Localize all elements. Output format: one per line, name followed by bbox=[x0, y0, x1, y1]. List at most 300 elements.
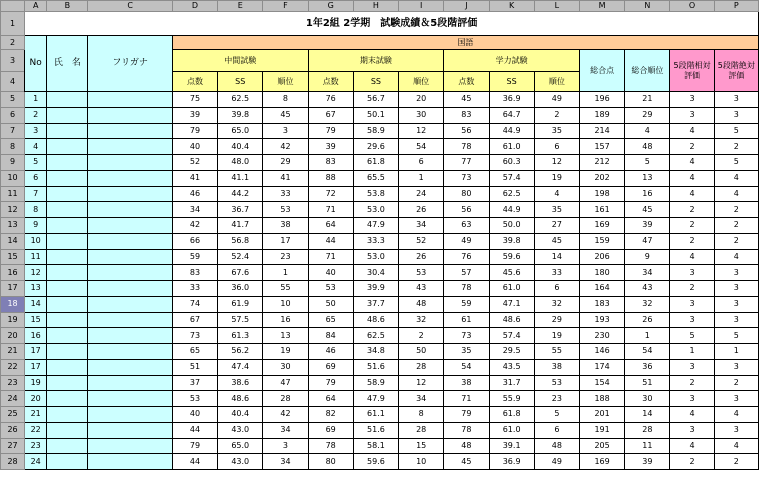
total-rank-cell[interactable]: 43 bbox=[625, 281, 670, 297]
absolute-eval-cell[interactable]: 4 bbox=[714, 170, 758, 186]
midterm-score-cell[interactable]: 52 bbox=[172, 155, 217, 171]
achievement-rank-cell[interactable]: 12 bbox=[534, 155, 579, 171]
midterm-score-cell[interactable]: 42 bbox=[172, 218, 217, 234]
final-ss-header[interactable]: SS bbox=[353, 72, 398, 92]
midterm-score-cell[interactable]: 39 bbox=[172, 107, 217, 123]
final-score-cell[interactable]: 72 bbox=[308, 186, 353, 202]
midterm-score-cell[interactable]: 51 bbox=[172, 359, 217, 375]
absolute-eval-cell[interactable]: 2 bbox=[714, 202, 758, 218]
absolute-eval-cell[interactable]: 2 bbox=[714, 375, 758, 391]
midterm-rank-cell[interactable]: 55 bbox=[263, 281, 308, 297]
final-score-cell[interactable]: 82 bbox=[308, 407, 353, 423]
absolute-eval-cell[interactable]: 3 bbox=[714, 107, 758, 123]
absolute-eval-cell[interactable]: 3 bbox=[714, 281, 758, 297]
final-rank-cell[interactable]: 30 bbox=[399, 107, 444, 123]
achievement-score-cell[interactable]: 49 bbox=[444, 233, 489, 249]
achievement-score-cell[interactable]: 35 bbox=[444, 344, 489, 360]
achievement-ss-cell[interactable]: 31.7 bbox=[489, 375, 534, 391]
furigana-cell[interactable] bbox=[88, 92, 172, 108]
absolute-eval-cell[interactable]: 4 bbox=[714, 438, 758, 454]
absolute-eval-cell[interactable]: 3 bbox=[714, 265, 758, 281]
midterm-score-cell[interactable]: 74 bbox=[172, 296, 217, 312]
final-rank-cell[interactable]: 28 bbox=[399, 359, 444, 375]
achievement-score-header[interactable]: 点数 bbox=[444, 72, 489, 92]
final-rank-cell[interactable]: 2 bbox=[399, 328, 444, 344]
achievement-ss-cell[interactable]: 62.5 bbox=[489, 186, 534, 202]
total-cell[interactable]: 202 bbox=[579, 170, 624, 186]
total-rank-cell[interactable]: 26 bbox=[625, 312, 670, 328]
final-score-cell[interactable]: 84 bbox=[308, 328, 353, 344]
select-all-corner[interactable] bbox=[1, 1, 25, 12]
achievement-rank-cell[interactable]: 33 bbox=[534, 265, 579, 281]
midterm-ss-cell[interactable]: 57.5 bbox=[218, 312, 263, 328]
final-ss-cell[interactable]: 37.7 bbox=[353, 296, 398, 312]
total-rank-cell[interactable]: 11 bbox=[625, 438, 670, 454]
midterm-ss-cell[interactable]: 44.2 bbox=[218, 186, 263, 202]
furigana-cell[interactable] bbox=[88, 407, 172, 423]
column-header-o[interactable]: O bbox=[670, 1, 714, 12]
midterm-score-header[interactable]: 点数 bbox=[172, 72, 217, 92]
student-number-cell[interactable]: 19 bbox=[25, 375, 47, 391]
student-name-cell[interactable] bbox=[47, 296, 88, 312]
relative-eval-cell[interactable]: 4 bbox=[670, 407, 714, 423]
achievement-rank-cell[interactable]: 38 bbox=[534, 359, 579, 375]
final-rank-cell[interactable]: 32 bbox=[399, 312, 444, 328]
relative-eval-cell[interactable]: 2 bbox=[670, 218, 714, 234]
achievement-score-cell[interactable]: 73 bbox=[444, 170, 489, 186]
column-header-j[interactable]: J bbox=[444, 1, 489, 12]
achievement-rank-cell[interactable]: 29 bbox=[534, 312, 579, 328]
total-rank-cell[interactable]: 4 bbox=[625, 123, 670, 139]
total-rank-cell[interactable]: 32 bbox=[625, 296, 670, 312]
student-number-cell[interactable]: 7 bbox=[25, 186, 47, 202]
furigana-cell[interactable] bbox=[88, 139, 172, 155]
student-name-cell[interactable] bbox=[47, 249, 88, 265]
student-number-cell[interactable]: 24 bbox=[25, 454, 47, 470]
final-score-cell[interactable]: 67 bbox=[308, 107, 353, 123]
achievement-ss-cell[interactable]: 59.6 bbox=[489, 249, 534, 265]
row-header[interactable]: 18 bbox=[1, 296, 25, 312]
absolute-eval-header[interactable]: 5段階絶対評価 bbox=[714, 50, 758, 92]
total-rank-cell[interactable]: 14 bbox=[625, 407, 670, 423]
achievement-rank-cell[interactable]: 35 bbox=[534, 123, 579, 139]
achievement-score-cell[interactable]: 78 bbox=[444, 139, 489, 155]
achievement-ss-cell[interactable]: 44.9 bbox=[489, 123, 534, 139]
achievement-rank-cell[interactable]: 4 bbox=[534, 186, 579, 202]
absolute-eval-cell[interactable]: 3 bbox=[714, 359, 758, 375]
total-cell[interactable]: 161 bbox=[579, 202, 624, 218]
final-score-cell[interactable]: 79 bbox=[308, 123, 353, 139]
row-header[interactable]: 6 bbox=[1, 107, 25, 123]
midterm-score-cell[interactable]: 33 bbox=[172, 281, 217, 297]
final-score-cell[interactable]: 69 bbox=[308, 359, 353, 375]
achievement-rank-header[interactable]: 順位 bbox=[534, 72, 579, 92]
furigana-cell[interactable] bbox=[88, 438, 172, 454]
student-name-cell[interactable] bbox=[47, 312, 88, 328]
achievement-rank-cell[interactable]: 45 bbox=[534, 233, 579, 249]
total-cell[interactable]: 205 bbox=[579, 438, 624, 454]
relative-eval-cell[interactable]: 3 bbox=[670, 296, 714, 312]
student-name-cell[interactable] bbox=[47, 233, 88, 249]
final-ss-cell[interactable]: 30.4 bbox=[353, 265, 398, 281]
relative-eval-cell[interactable]: 3 bbox=[670, 92, 714, 108]
total-cell[interactable]: 169 bbox=[579, 218, 624, 234]
total-rank-cell[interactable]: 9 bbox=[625, 249, 670, 265]
furigana-cell[interactable] bbox=[88, 344, 172, 360]
final-score-cell[interactable]: 80 bbox=[308, 454, 353, 470]
achievement-rank-cell[interactable]: 32 bbox=[534, 296, 579, 312]
total-rank-cell[interactable]: 13 bbox=[625, 170, 670, 186]
final-score-cell[interactable]: 53 bbox=[308, 281, 353, 297]
final-score-cell[interactable]: 79 bbox=[308, 375, 353, 391]
student-name-cell[interactable] bbox=[47, 438, 88, 454]
final-score-cell[interactable]: 39 bbox=[308, 139, 353, 155]
furigana-cell[interactable] bbox=[88, 422, 172, 438]
achievement-score-cell[interactable]: 45 bbox=[444, 454, 489, 470]
final-rank-cell[interactable]: 34 bbox=[399, 218, 444, 234]
row-header[interactable]: 17 bbox=[1, 281, 25, 297]
achievement-score-cell[interactable]: 71 bbox=[444, 391, 489, 407]
student-name-cell[interactable] bbox=[47, 107, 88, 123]
final-rank-cell[interactable]: 54 bbox=[399, 139, 444, 155]
student-number-cell[interactable]: 8 bbox=[25, 202, 47, 218]
total-rank-cell[interactable]: 29 bbox=[625, 107, 670, 123]
final-score-cell[interactable]: 46 bbox=[308, 344, 353, 360]
column-header-f[interactable]: F bbox=[263, 1, 308, 12]
midterm-rank-cell[interactable]: 13 bbox=[263, 328, 308, 344]
final-rank-cell[interactable]: 15 bbox=[399, 438, 444, 454]
row-header[interactable]: 25 bbox=[1, 407, 25, 423]
midterm-ss-cell[interactable]: 67.6 bbox=[218, 265, 263, 281]
absolute-eval-cell[interactable]: 3 bbox=[714, 391, 758, 407]
column-header-e[interactable]: E bbox=[218, 1, 263, 12]
total-rank-cell[interactable]: 54 bbox=[625, 344, 670, 360]
absolute-eval-cell[interactable]: 4 bbox=[714, 407, 758, 423]
achievement-rank-cell[interactable]: 48 bbox=[534, 438, 579, 454]
student-number-cell[interactable]: 21 bbox=[25, 407, 47, 423]
absolute-eval-cell[interactable]: 4 bbox=[714, 186, 758, 202]
midterm-rank-cell[interactable]: 28 bbox=[263, 391, 308, 407]
row-header-2[interactable]: 2 bbox=[1, 36, 25, 50]
row-header[interactable]: 27 bbox=[1, 438, 25, 454]
achievement-ss-cell[interactable]: 36.9 bbox=[489, 92, 534, 108]
student-number-cell[interactable]: 16 bbox=[25, 328, 47, 344]
subject-header[interactable]: 国語 bbox=[172, 36, 758, 50]
midterm-ss-cell[interactable]: 65.0 bbox=[218, 438, 263, 454]
achievement-score-cell[interactable]: 83 bbox=[444, 107, 489, 123]
midterm-ss-cell[interactable]: 40.4 bbox=[218, 139, 263, 155]
total-cell[interactable]: 201 bbox=[579, 407, 624, 423]
achievement-ss-cell[interactable]: 39.1 bbox=[489, 438, 534, 454]
achievement-rank-cell[interactable]: 53 bbox=[534, 375, 579, 391]
final-rank-cell[interactable]: 20 bbox=[399, 92, 444, 108]
achievement-ss-cell[interactable]: 39.8 bbox=[489, 233, 534, 249]
total-rank-cell[interactable]: 45 bbox=[625, 202, 670, 218]
row-header-4[interactable]: 4 bbox=[1, 72, 25, 92]
achievement-rank-cell[interactable]: 5 bbox=[534, 407, 579, 423]
furigana-cell[interactable] bbox=[88, 454, 172, 470]
total-cell[interactable]: 198 bbox=[579, 186, 624, 202]
furigana-cell[interactable] bbox=[88, 312, 172, 328]
midterm-rank-cell[interactable]: 23 bbox=[263, 249, 308, 265]
achievement-ss-cell[interactable]: 36.9 bbox=[489, 454, 534, 470]
total-cell[interactable]: 214 bbox=[579, 123, 624, 139]
final-rank-cell[interactable]: 26 bbox=[399, 249, 444, 265]
midterm-rank-cell[interactable]: 16 bbox=[263, 312, 308, 328]
achievement-ss-cell[interactable]: 47.1 bbox=[489, 296, 534, 312]
total-cell[interactable]: 157 bbox=[579, 139, 624, 155]
student-name-cell[interactable] bbox=[47, 375, 88, 391]
relative-eval-cell[interactable]: 3 bbox=[670, 107, 714, 123]
achievement-ss-cell[interactable]: 61.0 bbox=[489, 139, 534, 155]
row-header[interactable]: 28 bbox=[1, 454, 25, 470]
achievement-score-cell[interactable]: 61 bbox=[444, 312, 489, 328]
midterm-rank-cell[interactable]: 42 bbox=[263, 407, 308, 423]
final-score-cell[interactable]: 40 bbox=[308, 265, 353, 281]
final-ss-cell[interactable]: 51.6 bbox=[353, 422, 398, 438]
achievement-score-cell[interactable]: 57 bbox=[444, 265, 489, 281]
student-number-cell[interactable]: 20 bbox=[25, 391, 47, 407]
student-number-cell[interactable]: 11 bbox=[25, 249, 47, 265]
final-ss-cell[interactable]: 50.1 bbox=[353, 107, 398, 123]
achievement-score-cell[interactable]: 48 bbox=[444, 438, 489, 454]
midterm-rank-cell[interactable]: 34 bbox=[263, 422, 308, 438]
final-rank-cell[interactable]: 6 bbox=[399, 155, 444, 171]
total-rank-header[interactable]: 総合順位 bbox=[625, 50, 670, 92]
final-ss-cell[interactable]: 47.9 bbox=[353, 391, 398, 407]
student-name-cell[interactable] bbox=[47, 123, 88, 139]
midterm-score-cell[interactable]: 40 bbox=[172, 139, 217, 155]
row-header[interactable]: 24 bbox=[1, 391, 25, 407]
student-name-cell[interactable] bbox=[47, 265, 88, 281]
final-rank-cell[interactable]: 53 bbox=[399, 265, 444, 281]
furigana-cell[interactable] bbox=[88, 233, 172, 249]
furigana-cell[interactable] bbox=[88, 186, 172, 202]
final-ss-cell[interactable]: 34.8 bbox=[353, 344, 398, 360]
student-number-cell[interactable]: 22 bbox=[25, 422, 47, 438]
row-header[interactable]: 21 bbox=[1, 344, 25, 360]
student-number-cell[interactable]: 17 bbox=[25, 344, 47, 360]
final-score-cell[interactable]: 44 bbox=[308, 233, 353, 249]
midterm-score-cell[interactable]: 44 bbox=[172, 454, 217, 470]
relative-eval-cell[interactable]: 4 bbox=[670, 186, 714, 202]
student-name-cell[interactable] bbox=[47, 170, 88, 186]
midterm-ss-cell[interactable]: 38.6 bbox=[218, 375, 263, 391]
achievement-ss-cell[interactable]: 64.7 bbox=[489, 107, 534, 123]
achievement-ss-cell[interactable]: 45.6 bbox=[489, 265, 534, 281]
achievement-ss-cell[interactable]: 61.0 bbox=[489, 422, 534, 438]
row-header[interactable]: 19 bbox=[1, 312, 25, 328]
final-score-cell[interactable]: 64 bbox=[308, 391, 353, 407]
total-cell[interactable]: 188 bbox=[579, 391, 624, 407]
midterm-ss-cell[interactable]: 36.0 bbox=[218, 281, 263, 297]
final-rank-cell[interactable]: 43 bbox=[399, 281, 444, 297]
absolute-eval-cell[interactable]: 2 bbox=[714, 454, 758, 470]
final-ss-cell[interactable]: 61.8 bbox=[353, 155, 398, 171]
relative-eval-cell[interactable]: 2 bbox=[670, 233, 714, 249]
final-ss-cell[interactable]: 61.1 bbox=[353, 407, 398, 423]
relative-eval-header[interactable]: 5段階相対評価 bbox=[670, 50, 714, 92]
final-ss-cell[interactable]: 33.3 bbox=[353, 233, 398, 249]
total-rank-cell[interactable]: 47 bbox=[625, 233, 670, 249]
relative-eval-cell[interactable]: 4 bbox=[670, 155, 714, 171]
total-cell[interactable]: 154 bbox=[579, 375, 624, 391]
student-number-cell[interactable]: 14 bbox=[25, 296, 47, 312]
midterm-score-cell[interactable]: 46 bbox=[172, 186, 217, 202]
furigana-cell[interactable] bbox=[88, 202, 172, 218]
achievement-rank-cell[interactable]: 49 bbox=[534, 454, 579, 470]
student-number-cell[interactable]: 17 bbox=[25, 359, 47, 375]
column-header-k[interactable]: K bbox=[489, 1, 534, 12]
student-number-cell[interactable]: 10 bbox=[25, 233, 47, 249]
total-rank-cell[interactable]: 36 bbox=[625, 359, 670, 375]
row-header[interactable]: 20 bbox=[1, 328, 25, 344]
final-rank-cell[interactable]: 52 bbox=[399, 233, 444, 249]
column-header-h[interactable]: H bbox=[353, 1, 398, 12]
row-header[interactable]: 13 bbox=[1, 218, 25, 234]
furigana-cell[interactable] bbox=[88, 123, 172, 139]
midterm-ss-cell[interactable]: 47.4 bbox=[218, 359, 263, 375]
achievement-ss-header[interactable]: SS bbox=[489, 72, 534, 92]
column-header-g[interactable]: G bbox=[308, 1, 353, 12]
student-name-cell[interactable] bbox=[47, 344, 88, 360]
midterm-score-cell[interactable]: 79 bbox=[172, 438, 217, 454]
relative-eval-cell[interactable]: 4 bbox=[670, 170, 714, 186]
relative-eval-cell[interactable]: 1 bbox=[670, 344, 714, 360]
achievement-score-cell[interactable]: 38 bbox=[444, 375, 489, 391]
sheet-title[interactable]: 1年2組 2学期 試験成績＆5段階評価 bbox=[25, 12, 759, 36]
total-cell[interactable]: 164 bbox=[579, 281, 624, 297]
final-score-cell[interactable]: 71 bbox=[308, 249, 353, 265]
total-cell[interactable]: 212 bbox=[579, 155, 624, 171]
achievement-score-cell[interactable]: 76 bbox=[444, 249, 489, 265]
midterm-rank-cell[interactable]: 17 bbox=[263, 233, 308, 249]
midterm-ss-cell[interactable]: 48.0 bbox=[218, 155, 263, 171]
final-rank-cell[interactable]: 12 bbox=[399, 123, 444, 139]
absolute-eval-cell[interactable]: 5 bbox=[714, 123, 758, 139]
row-header[interactable]: 12 bbox=[1, 202, 25, 218]
midterm-ss-cell[interactable]: 52.4 bbox=[218, 249, 263, 265]
final-ss-cell[interactable]: 53.8 bbox=[353, 186, 398, 202]
student-name-cell[interactable] bbox=[47, 407, 88, 423]
midterm-score-cell[interactable]: 37 bbox=[172, 375, 217, 391]
relative-eval-cell[interactable]: 4 bbox=[670, 249, 714, 265]
absolute-eval-cell[interactable]: 2 bbox=[714, 218, 758, 234]
total-cell[interactable]: 174 bbox=[579, 359, 624, 375]
midterm-score-cell[interactable]: 44 bbox=[172, 422, 217, 438]
final-score-cell[interactable]: 76 bbox=[308, 92, 353, 108]
final-rank-cell[interactable]: 50 bbox=[399, 344, 444, 360]
final-ss-cell[interactable]: 47.9 bbox=[353, 218, 398, 234]
row-header[interactable]: 10 bbox=[1, 170, 25, 186]
midterm-score-cell[interactable]: 66 bbox=[172, 233, 217, 249]
relative-eval-cell[interactable]: 3 bbox=[670, 359, 714, 375]
student-name-cell[interactable] bbox=[47, 391, 88, 407]
relative-eval-cell[interactable]: 2 bbox=[670, 139, 714, 155]
midterm-rank-cell[interactable]: 41 bbox=[263, 170, 308, 186]
total-cell[interactable]: 189 bbox=[579, 107, 624, 123]
midterm-score-cell[interactable]: 83 bbox=[172, 265, 217, 281]
achievement-rank-cell[interactable]: 27 bbox=[534, 218, 579, 234]
achievement-score-cell[interactable]: 79 bbox=[444, 407, 489, 423]
column-header-p[interactable]: P bbox=[714, 1, 758, 12]
furigana-cell[interactable] bbox=[88, 296, 172, 312]
midterm-ss-cell[interactable]: 41.1 bbox=[218, 170, 263, 186]
final-ss-cell[interactable]: 53.0 bbox=[353, 249, 398, 265]
column-header-l[interactable]: L bbox=[534, 1, 579, 12]
column-header-a[interactable]: A bbox=[25, 1, 47, 12]
absolute-eval-cell[interactable]: 3 bbox=[714, 296, 758, 312]
total-rank-cell[interactable]: 39 bbox=[625, 218, 670, 234]
achievement-score-cell[interactable]: 56 bbox=[444, 202, 489, 218]
total-rank-cell[interactable]: 21 bbox=[625, 92, 670, 108]
final-ss-cell[interactable]: 58.9 bbox=[353, 123, 398, 139]
total-header[interactable]: 総合点 bbox=[579, 50, 624, 92]
midterm-ss-cell[interactable]: 61.9 bbox=[218, 296, 263, 312]
student-name-cell[interactable] bbox=[47, 186, 88, 202]
midterm-rank-cell[interactable]: 34 bbox=[263, 454, 308, 470]
student-number-cell[interactable]: 1 bbox=[25, 92, 47, 108]
column-header-b[interactable]: B bbox=[47, 1, 88, 12]
furigana-cell[interactable] bbox=[88, 107, 172, 123]
achievement-ss-cell[interactable]: 61.0 bbox=[489, 281, 534, 297]
midterm-rank-cell[interactable]: 29 bbox=[263, 155, 308, 171]
midterm-rank-cell[interactable]: 38 bbox=[263, 218, 308, 234]
achievement-ss-cell[interactable]: 29.5 bbox=[489, 344, 534, 360]
student-name-cell[interactable] bbox=[47, 359, 88, 375]
final-score-cell[interactable]: 78 bbox=[308, 438, 353, 454]
total-cell[interactable]: 159 bbox=[579, 233, 624, 249]
achievement-ss-cell[interactable]: 60.3 bbox=[489, 155, 534, 171]
midterm-ss-cell[interactable]: 62.5 bbox=[218, 92, 263, 108]
relative-eval-cell[interactable]: 5 bbox=[670, 328, 714, 344]
row-header[interactable]: 26 bbox=[1, 422, 25, 438]
midterm-ss-cell[interactable]: 43.0 bbox=[218, 422, 263, 438]
midterm-score-cell[interactable]: 75 bbox=[172, 92, 217, 108]
achievement-rank-cell[interactable]: 14 bbox=[534, 249, 579, 265]
final-rank-cell[interactable]: 10 bbox=[399, 454, 444, 470]
final-score-header[interactable]: 点数 bbox=[308, 72, 353, 92]
final-score-cell[interactable]: 71 bbox=[308, 202, 353, 218]
final-ss-cell[interactable]: 59.6 bbox=[353, 454, 398, 470]
midterm-ss-cell[interactable]: 56.8 bbox=[218, 233, 263, 249]
student-number-cell[interactable]: 23 bbox=[25, 438, 47, 454]
row-header[interactable]: 22 bbox=[1, 359, 25, 375]
midterm-score-cell[interactable]: 73 bbox=[172, 328, 217, 344]
midterm-ss-cell[interactable]: 36.7 bbox=[218, 202, 263, 218]
midterm-rank-cell[interactable]: 3 bbox=[263, 123, 308, 139]
furigana-cell[interactable] bbox=[88, 170, 172, 186]
midterm-rank-cell[interactable]: 8 bbox=[263, 92, 308, 108]
total-rank-cell[interactable]: 1 bbox=[625, 328, 670, 344]
student-name-cell[interactable] bbox=[47, 92, 88, 108]
achievement-ss-cell[interactable]: 48.6 bbox=[489, 312, 534, 328]
student-name-cell[interactable] bbox=[47, 454, 88, 470]
midterm-ss-header[interactable]: SS bbox=[218, 72, 263, 92]
midterm-rank-header[interactable]: 順位 bbox=[263, 72, 308, 92]
final-ss-cell[interactable]: 53.0 bbox=[353, 202, 398, 218]
total-rank-cell[interactable]: 30 bbox=[625, 391, 670, 407]
midterm-score-cell[interactable]: 79 bbox=[172, 123, 217, 139]
relative-eval-cell[interactable]: 2 bbox=[670, 454, 714, 470]
final-rank-header[interactable]: 順位 bbox=[399, 72, 444, 92]
midterm-ss-cell[interactable]: 41.7 bbox=[218, 218, 263, 234]
achievement-rank-cell[interactable]: 19 bbox=[534, 328, 579, 344]
final-ss-cell[interactable]: 29.6 bbox=[353, 139, 398, 155]
final-score-cell[interactable]: 64 bbox=[308, 218, 353, 234]
row-header[interactable]: 16 bbox=[1, 265, 25, 281]
column-header-n[interactable]: N bbox=[625, 1, 670, 12]
